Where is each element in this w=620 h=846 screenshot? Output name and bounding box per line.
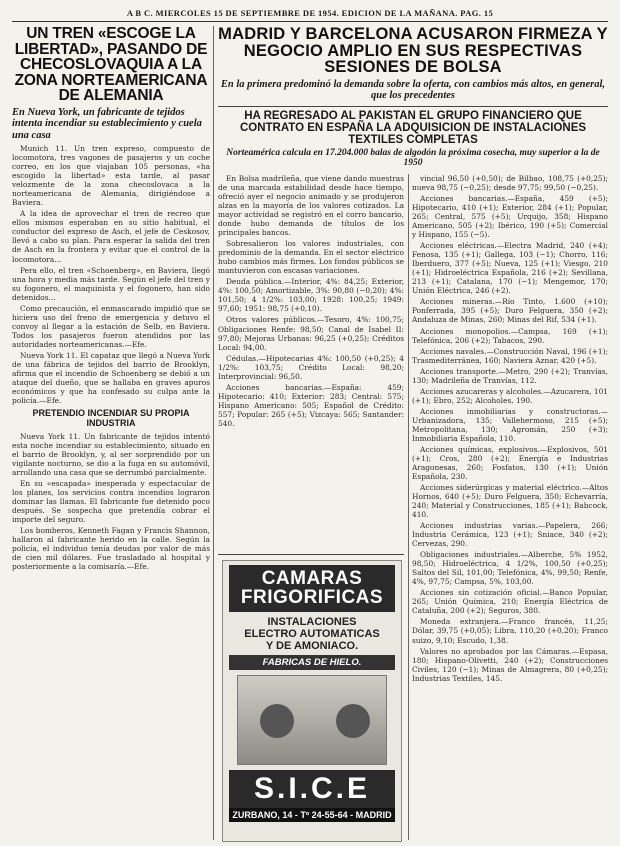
market-paragraph: Acciones mineras.—Río Tinto, 1.600 (+10); Ponferrada, 395 (+5); Duro Felguera, 350 (+2); Andaluza de Minas, 260; Minas del Rif, 534 (+1). (412, 297, 608, 325)
middle-column (218, 174, 404, 554)
article-paragraph: Nueva York 11. Un fabricante de tejidos intentó esta noche incendiar su establecimiento, situado en el barrio de Brooklyn, y, al ser sorprendido por un vigilante nocturno, se dio a la fuga en su automóvil, arrollando una casa que se derrumbó parcialmente. (12, 431, 210, 477)
article-paragraph: Como precaución, el enmascarado impidió que se hiciera uso del freno de emergencia y detuvo el convoy al llegar a la estación de Selb, en Baviera. Todos los pasajeros fueron atendidos por las autoridades norteamericanas.—Efe. (12, 303, 210, 349)
ad-address: ZURBANO, 14 - Tº 24-55-64 - MADRID (229, 808, 395, 822)
machine-drum (336, 704, 370, 738)
second-subhead: Norteamérica calcula en 17.204.000 balas de algodón la próxima cosecha, muy superior a la de 1950 (226, 147, 600, 169)
market-paragraph: Acciones sin cotización oficial.—Banco Popular, 265; Unión Química, 210; Energía Eléctrica de Cataluña, 200 (+2); Seguros, 380. (412, 588, 608, 616)
article-paragraph: Otros valores públicos.—Tesoro, 4%: 100,75; Obligaciones Renfe: 98,50; Canal de Isabel II: 97,80; Mejoras Urbanas: 96,25 (+0,25); Créditos Local: 94,00. (218, 315, 404, 352)
ad-line: Y DE AMONIACO. (265, 639, 359, 652)
running-head: A B C. MIERCOLES 15 DE SEPTIEMBRE DE 1954. EDICION DE LA MAÑANA. PAG. 15 (12, 8, 608, 22)
market-paragraph: Acciones transporte.—Metro, 290 (+2); Tranvías, 130; Madrileña de Tranvías, 112. (412, 366, 608, 385)
ad-title: CAMARAS FRIGORIFICAS (229, 565, 395, 612)
article-paragraph: Pera ello, el tren «Schoenberg», en Baviera, llegó una hora y media más tarde. Según el jefe del tren y su fogonero, el maquinista y el fogonero, han sido detenidos... (12, 265, 210, 302)
article-paragraph: Los bomberos, Kenneth Fagan y Francis Shannon, hallaron al fabricante herido en la calle. Según la policía, el individuo tenía deudas por valor de más de cien mil dólares. Fue trasladado al hospital y posteriormente a la comisaría.—Efe. (12, 526, 210, 572)
market-paragraph: Obligaciones industriales.—Alberche, 5% 1952, 98,50; Hidroeléctrica, 4 1/2%, 100,50 (+0,25); Saltos del Sil, 101,00; Telefónica, 4%, 99,50; Renfe, 4%, 97,75; Campsa, 5%, 103,00. (412, 550, 608, 587)
top-headline-block (218, 26, 608, 169)
left-headline: UN TREN «ESCOGE LA LIBERTAD», PASANDO DE CHECOSLOVAQUIA A LA ZONA NORTEAMERICANA DE ALEMANIA (14, 26, 208, 104)
main-headline: MADRID Y BARCELONA ACUSARON FIRMEZA Y NEGOCIO AMPLIO EN SUS RESPECTIVAS SESIONES DE BOLSA (218, 25, 608, 76)
market-paragraph: Acciones químicas, explosivos.—Explosivos, 501 (+1); Cros, 280 (+2); Energía e Industrias Aragonesas, 260; Fosfatos, 130 (+1); Unión Española, 230. (412, 444, 608, 481)
market-paragraph: Acciones azucareras y alcoholes.—Azucarera, 101 (+1); Ebro, 252; Alcoholes, 190. (412, 386, 608, 405)
article-paragraph: En Bolsa madrileña, que viene dando muestras de una marcada estabilidad desde hace tiempo, ofreció ayer el negocio animado y se produjeron alzas en la mayoría de los valores cotizados. La mayor actividad se registró en el corro bancario, donde hubo demanda de títulos de los principales bancos. (218, 174, 404, 238)
article-paragraph: Deuda pública.—Interior, 4%: 84,25; Exterior, 4%: 100,50; Amortizable, 3%: 90,80 (−0,20); 4%: 101,50; 4 1/2%: 103,00; 1928: 100,25; 1949: 97,60; 1951: 98,75 (+0,10). (218, 277, 404, 314)
advertisement (222, 560, 402, 842)
ad-brand: S.I.C.E (229, 770, 395, 808)
column-rule (213, 26, 214, 840)
market-paragraph: Acciones navales.—Construcción Naval, 196 (+1); Trasmediterránea, 160; Naviera Aznar, 420 (+5). (412, 346, 608, 365)
market-paragraph: vincial 96,50 (+0,50); de Bilbao, 108,75 (+0,25); nueva 98,75 (−0,25); desde 97,75; 99,50 (−0,25). (412, 174, 608, 193)
section-title: PRETENDIO INCENDIAR SU PROPIA INDUSTRIA (32, 408, 190, 428)
left-column (12, 26, 210, 842)
ad-lines (229, 616, 395, 652)
market-paragraph: Acciones bancarias.—España, 459 (+5); Hipotecario, 410 (+1); Exterior, 284 (+1); Popular, 265; Central, 575 (+5); Urquijo, 358; Hispano Americano, 505 (+2); Ibérico, 190 (+5); Comercial y Hispano, 155 (−5). (412, 194, 608, 240)
article-paragraph: En su «escapada» inesperada y espectacular de los planes, los servicios contra incendios lograron dominar las llamas. El fabricante fue detenido poco después. Se sospecha que pretendía cobrar el importe del seguro. (12, 478, 210, 525)
right-column (412, 174, 608, 842)
main-subhead: En la primera predominó la demanda sobre la oferta, con cambios más altos, en general, que los precedentes (220, 78, 606, 102)
column-rule (408, 174, 409, 840)
article-paragraph: Nueva York 11. El capataz que llegó a Nueva York de una fábrica de tejidos del barrio de Brooklyn, afirma que el incendio de Schoenberg se debió a un ataque del dueño, que se hallaba en graves apuros económicos y que ha confesado su culpa ante la policía.—Efe. (12, 350, 210, 405)
market-paragraph: Acciones industrias varias.—Papelera, 266; Industria Cerámica, 123 (+1); Sniace, 340 (+2); Cervezas, 290. (412, 521, 608, 549)
market-paragraph: Acciones eléctricas.—Electra Madrid, 240 (+4); Fenosa, 135 (+1); Gallega, 103 (−1); Chorro, 116; Iberduero, 377 (+5); Nueva, 125 (+1); Viesgo, 210 (+1); Hidroeléctrica Española, 216 (+2); Sevillana, 213 (+1); Catalana, 170 (−1); Mengemor, 170; Unión Eléctrica, 246 (+2). (412, 241, 608, 296)
article-paragraph: Cédulas.—Hipotecarias 4%: 100,50 (+0,25); 4 1/2%: 103,75; Crédito Local: 98,20; Interprovincial: 96,50. (218, 353, 404, 381)
ad-line: ELECTRO AUTOMATICAS (244, 627, 380, 640)
article-paragraph: A la idea de aprovechar el tren de recreo que ellos mismos esperaban en su sitio habitual, el conductor del expreso de Asch, el jefe de Ceskosov, llevó a cabo su plan. Para esperar la salida del tren de Asch en la frontera y evitar que el control de la locomotora... (12, 209, 210, 264)
market-paragraph: Moneda extranjera.—Franco francés, 11,25; Dólar, 39,75 (+0,05); Libra, 110,20 (+0,20); Franco suizo, 9,10; Escudo, 1,38. (412, 617, 608, 645)
machine-drum (260, 704, 294, 738)
market-paragraph: Acciones siderúrgicas y material eléctrico.—Altos Hornos, 640 (+5); Duro Felguera, 350; Echevarría, 240; Material y Construcciones, 185 (+1); Babcock, 410. (412, 483, 608, 520)
market-paragraph: Acciones monopolios.—Campsa, 169 (+1); Telefónica, 206 (+2); Tabacos, 290. (412, 326, 608, 345)
ad-subtitle: FABRICAS DE HIELO. (229, 655, 395, 670)
market-paragraph: Acciones inmobiliarias y constructoras.—Urbanizadora, 135; Vallehermoso, 215 (+5); Metropolitana, 130; Agromán, 250 (+3); Inmobiliaria Española, 110. (412, 406, 608, 443)
ad-line: INSTALACIONES (267, 615, 357, 628)
left-subhead: En Nueva York, un fabricante de tejidos intenta incendiar su establecimiento y cuela una casa (12, 106, 202, 141)
article-paragraph: Acciones bancarias.—España: 459; Hipotecario: 410; Exterior: 283; Central: 575; Hispano Americano: 505; Español de Crédito: 557; Popular: 265 (+5); Vizcaya: 565; Santander: 540. (218, 382, 404, 428)
market-paragraph: Valores no aprobados por las Cámaras.—Espasa, 180; Hispano-Olivetti, 240 (+2); Construcciones Civiles, 120 (−1); Minas de Almagrera, 80 (+0,25); Industrias Textiles, 145. (412, 646, 608, 683)
compressor-illustration (237, 675, 387, 765)
article-paragraph: Munich 11. Un tren expreso, compuesto de locomotora, tres vagones de pasajeros y un coche correo, en los que viajaban 105 personas, «ha escogido la libertad» esta tarde, al pasar velozmente de la zona checoslovaca a la norteamericana de Alemania, dirigiéndose a Baviera. (12, 144, 210, 208)
divider (218, 554, 404, 555)
article-paragraph: Sobresalieron los valores industriales, con predominio de la demanda. En el sector eléctrico hubo cambios más firmes. Los fondos públicos se mantuvieron con escasas variaciones. (218, 239, 404, 276)
second-headline: HA REGRESADO AL PAKISTAN EL GRUPO FINANCIERO QUE CONTRATO EN ESPAÑA LA ADQUISICION DE INSTALACIONES TEXTILES COMPLETAS (218, 106, 608, 146)
